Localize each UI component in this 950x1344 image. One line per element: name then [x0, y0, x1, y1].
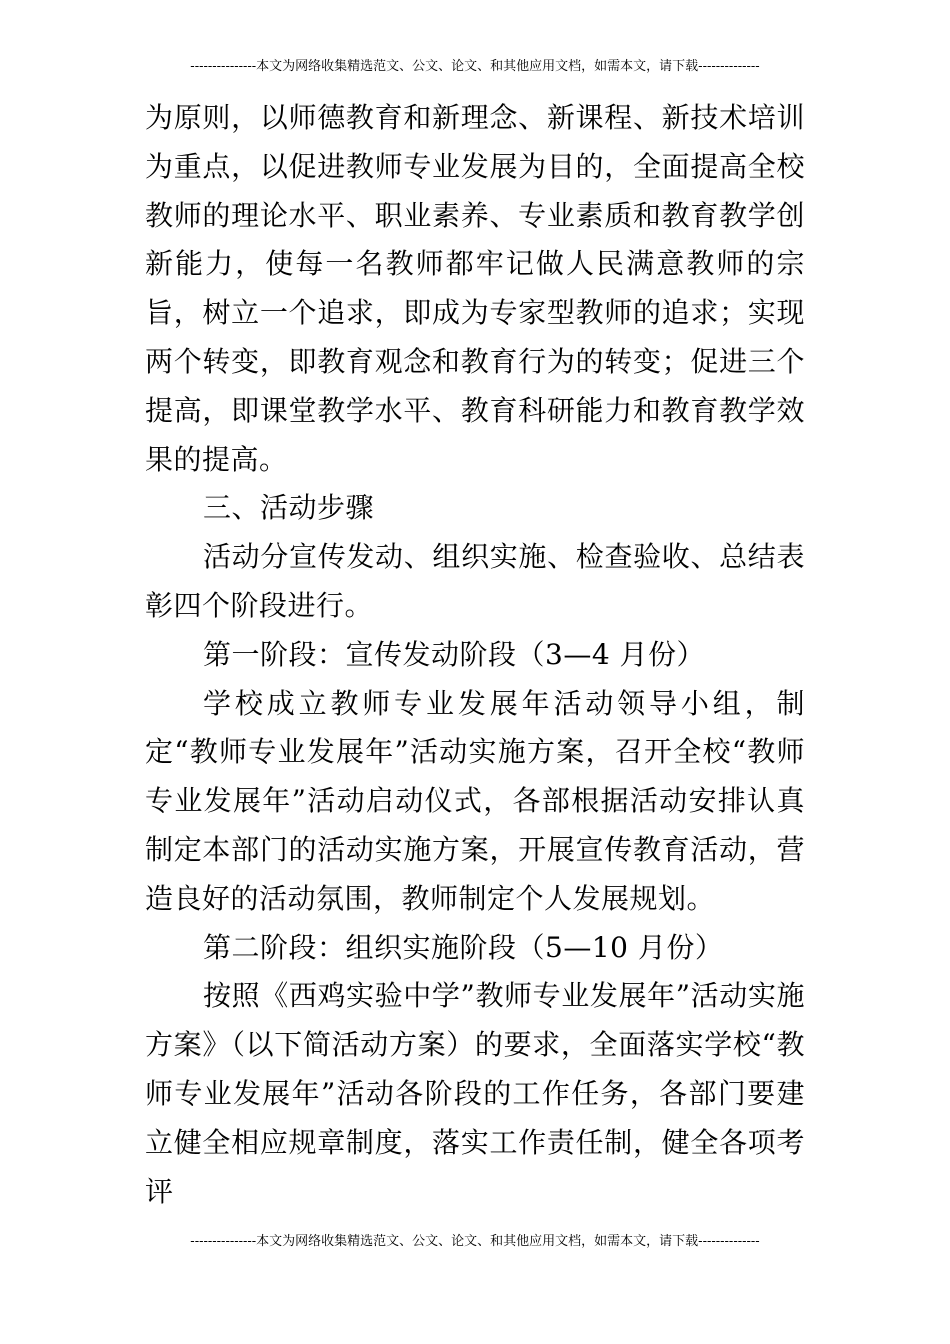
page-footer: ---------------本文为网络收集精选范文、公文、论文、和其他应用文档，如需本文，请下载-------------- — [190, 1234, 760, 1249]
document-body — [145, 94, 805, 1216]
stage-heading-1: 第一阶段：宣传发动阶段（3—4 月份） — [203, 637, 706, 671]
stage-heading-2: 第二阶段：组织实施阶段（5—10 月份） — [203, 930, 724, 964]
paragraph-stage-1: 学校成立教师专业发展年活动领导小组，制定“教师专业发展年”活动实施方案，召开全校“教师专业发展年”活动启动仪式，各部根据活动安排认真制定本部门的活动实施方案，开展宣传教育活动，营造良好的活动氛围，教师制定个人发展规划。 — [145, 686, 805, 915]
page-header: ---------------本文为网络收集精选范文、公文、论文、和其他应用文档，如需本文，请下载-------------- — [190, 59, 760, 74]
section-heading-activity-steps: 三、活动步骤 — [203, 491, 375, 525]
paragraph-stages-overview: 活动分宣传发动、组织实施、检查验收、总结表彰四个阶段进行。 — [145, 540, 805, 622]
paragraph-principle: 为原则，以师德教育和新理念、新课程、新技术培训为重点，以促进教师专业发展为目的，全面提高全校教师的理论水平、职业素养、专业素质和教育教学创新能力，使每一名教师都牢记做人民满意教师的宗旨，树立一个追求，即成为专家型教师的追求；实现两个转变，即教育观念和教育行为的转变；促进三个提高，即课堂教学水平、教育科研能力和教育教学效果的提高。 — [145, 101, 805, 476]
paragraph-stage-2: 按照《西鸡实验中学”教师专业发展年”活动实施方案》（以下简活动方案）的要求，全面落实学校“教师专业发展年”活动各阶段的工作任务，各部门要建立健全相应规章制度，落实工作责任制，健全各项考评 — [145, 979, 805, 1208]
